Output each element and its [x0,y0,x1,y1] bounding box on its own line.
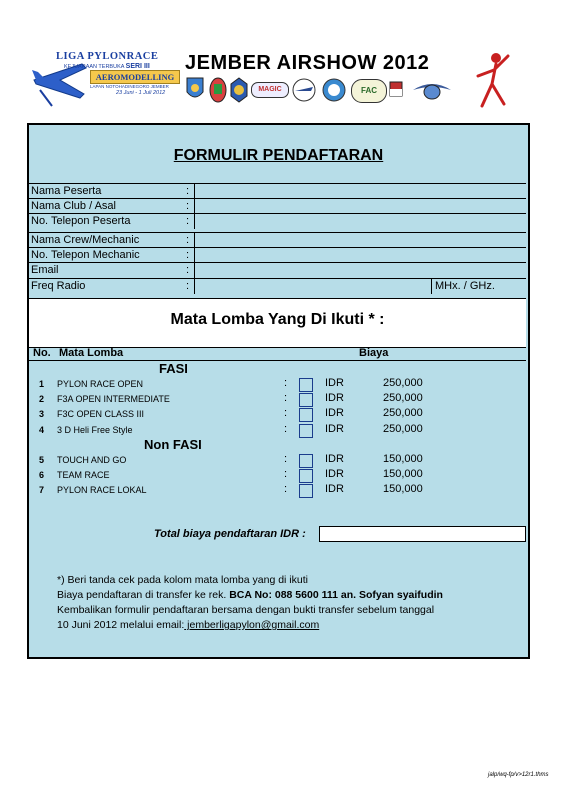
field-colon: : [186,280,190,292]
row-name: 3 D Heli Free Style [57,425,133,435]
row-colon: : [284,483,288,495]
table-row [29,468,526,484]
row-name: PYLON RACE OPEN [57,379,144,389]
field-telepon-mechanic [29,247,526,263]
section-title: Mata Lomba Yang Di Ikuti * : [170,311,385,328]
checkbox-team-race[interactable] [299,469,313,483]
sponsor-badge-icon [229,76,249,104]
row-price: 250,000 [383,423,423,435]
registration-form [27,123,530,659]
sponsor-round-icon [321,76,347,104]
note-line-3: Kembalikan formulir pendaftaran bersama dengan bukti transfer sebelum tanggal [57,604,435,616]
row-currency: IDR [325,407,344,419]
liga-pylonrace-logo [30,50,182,112]
field-label: Email [31,264,59,276]
field-telepon-peserta [29,213,526,229]
checkbox-3d-heli-free-style[interactable] [299,424,313,438]
nama-crew-input[interactable] [194,233,527,248]
field-nama-crew [29,232,526,248]
row-colon: : [284,468,288,480]
row-colon: : [284,377,288,389]
sponsor-flag-icon [389,76,403,104]
row-price: 150,000 [383,453,423,465]
row-price: 150,000 [383,468,423,480]
sponsor-crest-icon [209,76,227,104]
field-freq-radio [29,278,526,294]
row-currency: IDR [325,483,344,495]
checkbox-touch-and-go[interactable] [299,454,313,468]
footer-code: jalp/wq-fp/v>12r1.thms [488,772,549,778]
checkbox-pylon-race-open[interactable] [299,378,313,392]
form-title: FORMULIR PENDAFTARAN [173,147,384,164]
note-line-4: 10 Juni 2012 melalui email: jemberligapylon@gmail.com [57,619,320,631]
telepon-mechanic-input[interactable] [194,248,527,263]
row-price: 150,000 [383,483,423,495]
row-currency: IDR [325,377,344,389]
field-colon: : [186,249,190,261]
nama-peserta-input[interactable] [194,184,527,199]
field-nama-club [29,198,526,214]
table-row [29,453,526,469]
field-label: No. Telepon Mechanic [31,249,140,261]
field-colon: : [186,215,190,227]
field-label: Freq Radio [31,280,86,292]
checkbox-f3a-open-intermediate[interactable] [299,393,313,407]
field-colon: : [186,234,190,246]
note-line-1: *) Beri tanda cek pada kolom mata lomba yang di ikuti [57,574,308,586]
logo-line-5: 23 Juni - 1 Juli 2012 [116,90,166,96]
row-price: 250,000 [383,377,423,389]
field-colon: : [186,185,190,197]
sponsor-shield-icon [185,76,205,104]
sponsor-wing-icon [291,76,317,104]
row-number: 2 [39,394,45,404]
row-number: 3 [39,409,45,419]
note-line-2: Biaya pendaftaran di transfer ke rek. BCA No: 088 5600 111 an. Sofyan syaifudin [57,589,443,601]
logo-line-4: LAPAN NOTOHADINEGORO JEMBER [90,84,169,89]
row-colon: : [284,423,288,435]
field-colon: : [186,200,190,212]
field-label: Nama Peserta [31,185,102,197]
row-name: F3A OPEN INTERMEDIATE [57,394,170,404]
row-number: 4 [39,425,45,435]
row-colon: : [284,392,288,404]
notes [57,573,517,633]
col-header-no: No. [33,347,51,359]
logo-line-2: KEJUARAAN TERBUKA SERI III [64,63,150,70]
email-input[interactable] [194,263,527,278]
col-header-mata-lomba: Mata Lomba [59,347,124,359]
row-currency: IDR [325,392,344,404]
row-name: F3C OPEN CLASS III [57,409,145,419]
sponsor-eagle-icon [411,76,453,104]
logo-line-3: AEROMODELLING [90,70,180,84]
row-name: TOUCH AND GO [57,455,127,465]
row-currency: IDR [325,423,344,435]
row-colon: : [284,407,288,419]
field-email [29,262,526,278]
col-header-biaya: Biaya [359,347,389,359]
total-label: Total biaya pendaftaran IDR : [154,528,306,540]
field-label: Nama Crew/Mechanic [31,234,140,246]
row-price: 250,000 [383,407,423,419]
row-price: 250,000 [383,392,423,404]
total-input[interactable] [319,526,526,542]
group-non-fasi: Non FASI [144,437,202,452]
group-fasi: FASI [159,361,188,376]
table-row [29,377,526,393]
freq-unit-label: MHx. / GHz. [431,279,527,294]
table-row [29,423,526,439]
row-number: 1 [39,379,45,389]
field-colon: : [186,264,190,276]
telepon-peserta-input[interactable] [194,214,527,229]
row-name: TEAM RACE [57,470,110,480]
row-number: 7 [39,485,45,495]
mata-lomba-section [29,298,526,348]
sponsor-fac-logo: FAC [351,79,387,103]
field-label: Nama Club / Asal [31,200,116,212]
row-currency: IDR [325,468,344,480]
header-divider [29,360,526,361]
sponsor-magic-logo: MAGIC [251,82,289,98]
checkbox-f3c-open-class-iii[interactable] [299,408,313,422]
skydiver-figure-icon [474,50,514,114]
event-title: JEMBER AIRSHOW 2012 [185,52,430,74]
row-colon: : [284,453,288,465]
table-row [29,392,526,408]
row-currency: IDR [325,453,344,465]
email-link[interactable]: jemberligapylon@gmail.com [184,619,320,631]
nama-club-input[interactable] [194,199,527,214]
logo-line-1: LIGA PYLONRACE [56,51,159,62]
table-row [29,407,526,423]
row-number: 5 [39,455,45,465]
field-label: No. Telepon Peserta [31,215,131,227]
row-name: PYLON RACE LOKAL [57,485,147,495]
checkbox-pylon-race-lokal[interactable] [299,484,313,498]
row-number: 6 [39,470,45,480]
sponsor-logos [185,76,465,106]
table-row [29,483,526,499]
field-nama-peserta [29,183,526,199]
